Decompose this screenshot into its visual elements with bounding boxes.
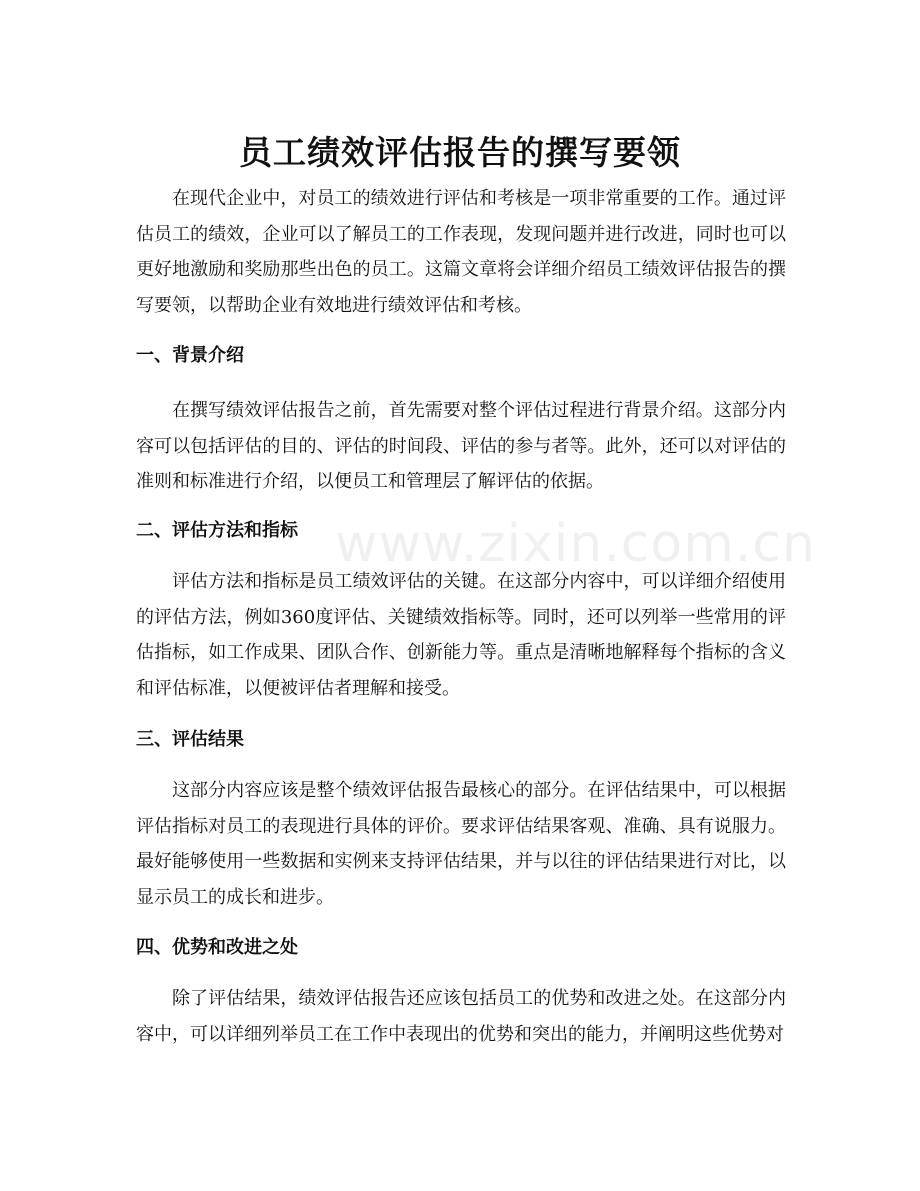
section-heading-results: 三、评估结果 bbox=[136, 729, 244, 750]
section-heading-strengths: 四、优势和改进之处 bbox=[136, 937, 298, 958]
watermark: www.zixin.com.cn bbox=[335, 514, 816, 574]
section-body-background: 在撰写绩效评估报告之前，首先需要对整个评估过程进行背景介绍。这部分内容可以包括评估的目的、评估的时间段、评估的参与者等。此外，还可以对评估的准则和标准进行介绍，以便员工和管理层了解评估的依据。 bbox=[136, 400, 786, 492]
intro-paragraph: 在现代企业中，对员工的绩效进行评估和考核是一项非常重要的工作。通过评估员工的绩效，企业可以了解员工的工作表现，发现问题并进行改进，同时也可以更好地激励和奖励那些出色的员工。这篇文章将会详细介绍员工绩效评估报告的撰写要领，以帮助企业有效地进行绩效评估和考核。 bbox=[136, 188, 786, 316]
section-body-strengths: 除了评估结果，绩效评估报告还应该包括员工的优势和改进之处。在这部分内容中，可以详细列举员工在工作中表现出的优势和突出的能力，并阐明这些优势对 bbox=[136, 988, 786, 1045]
section-heading-background: 一、背景介绍 bbox=[136, 345, 244, 366]
section-body-results: 这部分内容应该是整个绩效评估报告最核心的部分。在评估结果中，可以根据评估指标对员工的表现进行具体的评价。要求评估结果客观、准确、具有说服力。最好能够使用一些数据和实例来支持评估结果，并与以往的评估结果进行对比，以显示员工的成长和进步。 bbox=[136, 780, 786, 908]
section-heading-methods: 二、评估方法和指标 bbox=[136, 520, 298, 541]
section-body-methods: 评估方法和指标是员工绩效评估的关键。在这部分内容中，可以详细介绍使用的评估方法，例如360度评估、关键绩效指标等。同时，还可以列举一些常用的评估指标，如工作成果、团队合作、创新能力等。重点是清晰地解释每个指标的含义和评估标准，以便被评估者理解和接受。 bbox=[136, 571, 786, 699]
page-title: 员工绩效评估报告的撰写要领 bbox=[239, 133, 681, 173]
